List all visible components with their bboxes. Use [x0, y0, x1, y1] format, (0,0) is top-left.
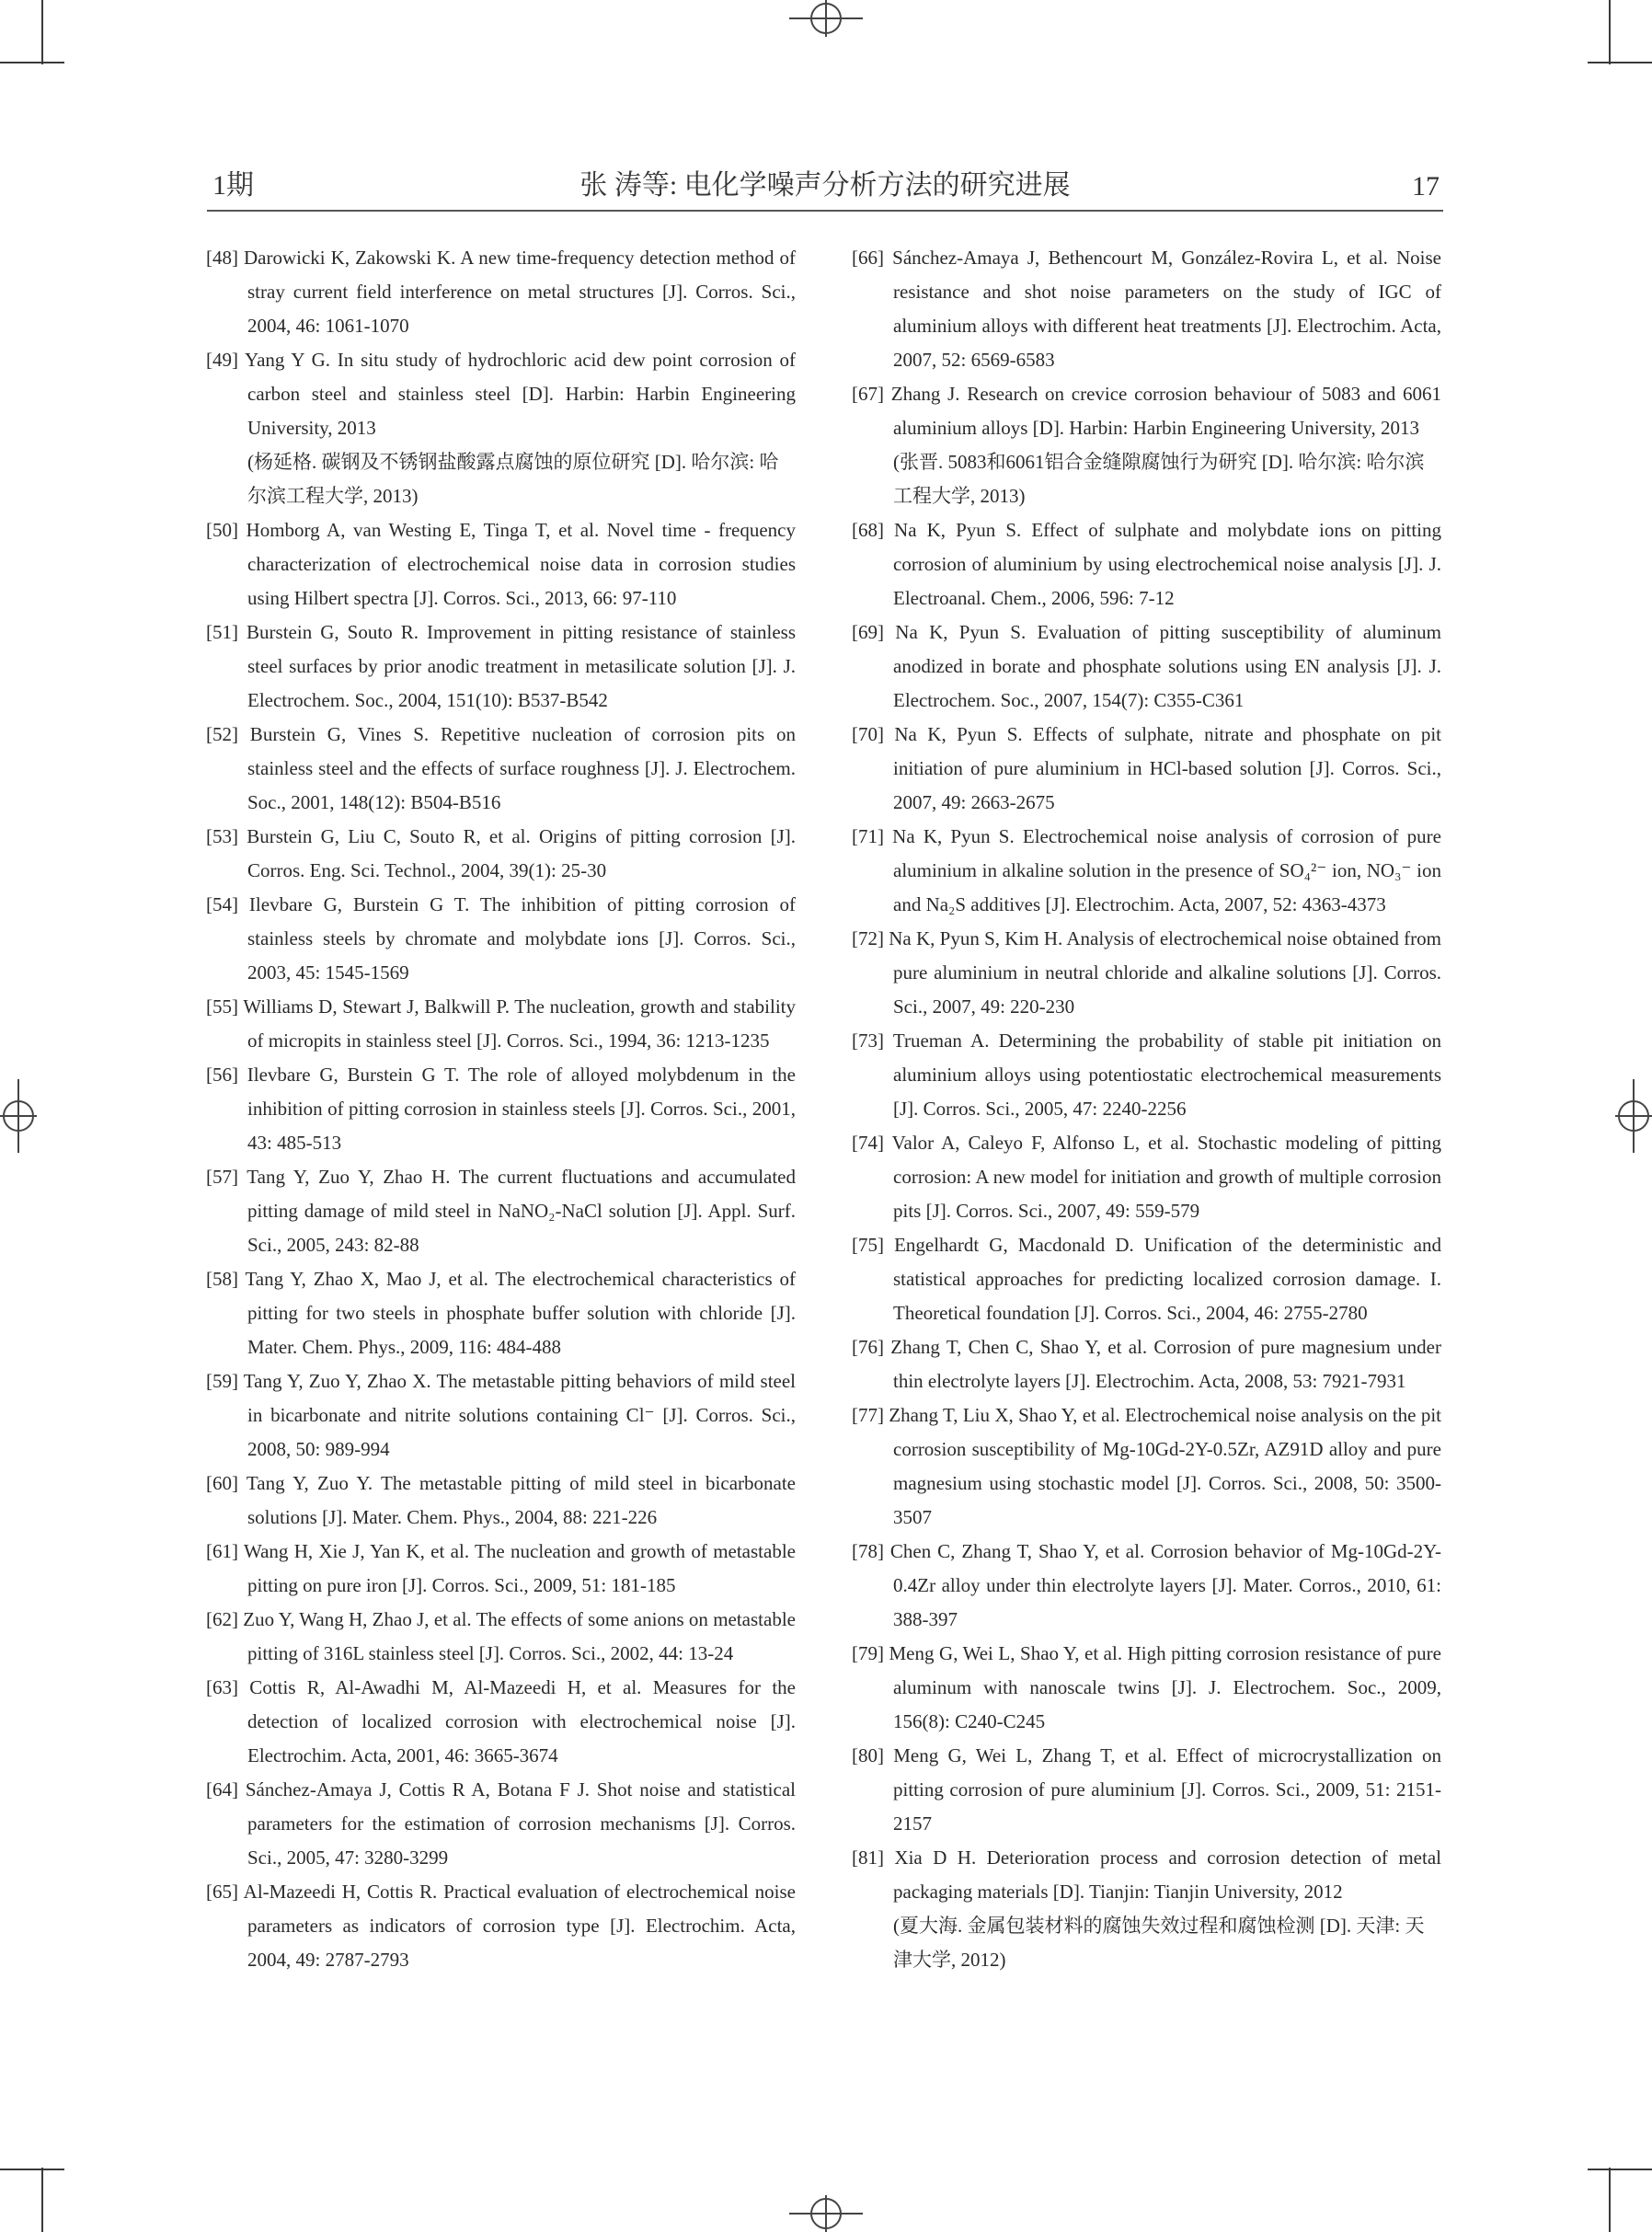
crop-mark: [41, 2168, 43, 2232]
reference-text: [71] Na K, Pyun S. Electrochemical noise analysis of corrosion of pure aluminium in alkaline solution in the presence of SO₄²⁻ ion, NO₃⁻ ion and Na₂S additives [J]. Electrochim. Acta, 2007, 52: 4363-4373: [852, 825, 1441, 915]
reference-entry: [852, 377, 1441, 513]
reference-entry: [852, 1330, 1441, 1398]
reference-text: [62] Zuo Y, Wang H, Zhao J, et al. The effects of some anions on metastable pitting of 316L stainless steel [J]. Corros. Sci., 2002, 44: 13-24: [206, 1608, 796, 1664]
reference-entry: [206, 1364, 796, 1467]
reference-entry: [206, 1160, 796, 1262]
registration-mark-icon: [0, 1079, 37, 1153]
reference-text: [59] Tang Y, Zuo Y, Zhao X. The metastable pitting behaviors of mild steel in bicarbonate and nitrite solutions containing Cl⁻ [J]. Corros. Sci., 2008, 50: 989-994: [206, 1370, 796, 1460]
reference-entry: [206, 241, 796, 343]
reference-text: [58] Tang Y, Zhao X, Mao J, et al. The electrochemical characteristics of pitting for two steels in phosphate buffer solution with chloride [J]. Mater. Chem. Phys., 2009, 116: 484-488: [206, 1268, 796, 1358]
reference-text: [77] Zhang T, Liu X, Shao Y, et al. Electrochemical noise analysis on the pit corrosion susceptibility of Mg-10Gd-2Y-0.5Zr, AZ91D alloy and pure magnesium using stochastic model [J]. Corros. Sci., 2008, 50: 3500-3507: [852, 1404, 1441, 1528]
reference-text: [65] Al-Mazeedi H, Cottis R. Practical evaluation of electrochemical noise parameters as indicators of corrosion type [J]. Electrochim. Acta, 2004, 49: 2787-2793: [206, 1881, 796, 1971]
reference-chinese-text: (夏大海. 金属包装材料的腐蚀失效过程和腐蚀检测 [D]. 天津: 天津大学, 2012): [893, 1915, 1425, 1971]
crop-mark: [41, 0, 43, 64]
running-header: [207, 164, 1443, 212]
reference-entry: [206, 1875, 796, 1977]
reference-entry: [206, 888, 796, 990]
reference-entry: [206, 343, 796, 513]
reference-text: [57] Tang Y, Zuo Y, Zhao H. The current fluctuations and accumulated pitting damage of mild steel in NaNO₂-NaCl solution [J]. Appl. Surf. Sci., 2005, 243: 82-88: [206, 1166, 796, 1256]
reference-entry: [206, 1467, 796, 1535]
reference-entry: [206, 1603, 796, 1671]
reference-entry: [206, 1262, 796, 1364]
crop-mark: [1609, 0, 1611, 64]
issue-number: 1期: [212, 170, 254, 201]
reference-text: [52] Burstein G, Vines S. Repetitive nucleation of corrosion pits on stainless steel and the effects of surface roughness [J]. J. Electrochem. Soc., 2001, 148(12): B504-B516: [206, 723, 796, 813]
reference-text: [67] Zhang J. Research on crevice corrosion behaviour of 5083 and 6061 aluminium alloys [D]. Harbin: Harbin Engineering University, 2013: [852, 383, 1441, 439]
reference-text: [50] Homborg A, van Westing E, Tinga T, et al. Novel time - frequency characterization of electrochemical noise data in corrosion studies using Hilbert spectra [J]. Corros. Sci., 2013, 66: 97-110: [206, 519, 796, 609]
reference-text: [75] Engelhardt G, Macdonald D. Unification of the deterministic and statistical approaches for predicting localized corrosion damage. I. Theoretical foundation [J]. Corros. Sci., 2004, 46: 2755-2780: [852, 1234, 1441, 1324]
reference-entry: [206, 718, 796, 820]
reference-entry: [206, 616, 796, 718]
reference-text: [68] Na K, Pyun S. Effect of sulphate and molybdate ions on pitting corrosion of aluminium by using electrochemical noise analysis [J]. J. Electroanal. Chem., 2006, 596: 7-12: [852, 519, 1441, 609]
crop-mark: [0, 2169, 64, 2170]
reference-text: [79] Meng G, Wei L, Shao Y, et al. High pitting corrosion resistance of pure aluminum with nanoscale twins [J]. J. Electrochem. Soc., 2009, 156(8): C240-C245: [852, 1642, 1441, 1732]
reference-text: [64] Sánchez-Amaya J, Cottis R A, Botana F J. Shot noise and statistical parameters for the estimation of corrosion mechanisms [J]. Corros. Sci., 2005, 47: 3280-3299: [206, 1778, 796, 1869]
running-title: 张 涛等: 电化学噪声分析方法的研究进展: [579, 170, 1071, 201]
reference-text: [76] Zhang T, Chen C, Shao Y, et al. Corrosion of pure magnesium under thin electrolyte layers [J]. Electrochim. Acta, 2008, 53: 7921-7931: [852, 1336, 1441, 1392]
reference-text: [72] Na K, Pyun S, Kim H. Analysis of electrochemical noise obtained from pure aluminium in neutral chloride and alkaline solutions [J]. Corros. Sci., 2007, 49: 220-230: [852, 927, 1441, 1018]
reference-text: [61] Wang H, Xie J, Yan K, et al. The nucleation and growth of metastable pitting on pure iron [J]. Corros. Sci., 2009, 51: 181-185: [206, 1540, 796, 1596]
reference-entry: [852, 1637, 1441, 1739]
reference-text: [49] Yang Y G. In situ study of hydrochloric acid dew point corrosion of carbon steel and stainless steel [D]. Harbin: Harbin Engineering University, 2013: [206, 349, 796, 439]
reference-entry: [852, 1126, 1441, 1228]
reference-text: [60] Tang Y, Zuo Y. The metastable pitting of mild steel in bicarbonate solutions [J]. Mater. Chem. Phys., 2004, 88: 221-226: [206, 1472, 796, 1528]
reference-text: [55] Williams D, Stewart J, Balkwill P. The nucleation, growth and stability of micropits in stainless steel [J]. Corros. Sci., 1994, 36: 1213-1235: [206, 995, 796, 1052]
reference-text: [54] Ilevbare G, Burstein G T. The inhibition of pitting corrosion of stainless steels by chromate and molybdate ions [J]. Corros. Sci., 2003, 45: 1545-1569: [206, 893, 796, 984]
reference-chinese-text: (张晋. 5083和6061铝合金缝隙腐蚀行为研究 [D]. 哈尔滨: 哈尔滨工程大学, 2013): [893, 451, 1425, 507]
reference-text: [73] Trueman A. Determining the probability of stable pit initiation on aluminium alloys using potentiostatic electrochemical measurements [J]. Corros. Sci., 2005, 47: 2240-2256: [852, 1030, 1441, 1120]
registration-mark-icon: [789, 2195, 863, 2232]
reference-text: [78] Chen C, Zhang T, Shao Y, et al. Corrosion behavior of Mg-10Gd-2Y-0.4Zr alloy under thin electrolyte layers [J]. Mater. Corros., 2010, 61: 388-397: [852, 1540, 1441, 1630]
reference-text: [70] Na K, Pyun S. Effects of sulphate, nitrate and phosphate on pit initiation of pure aluminium in HCl-based solution [J]. Corros. Sci., 2007, 49: 2663-2675: [852, 723, 1441, 813]
reference-entry: [206, 1671, 796, 1773]
reference-entry: [206, 513, 796, 616]
reference-entry: [852, 820, 1441, 922]
reference-entry: [852, 922, 1441, 1024]
reference-entry: [852, 1841, 1441, 1977]
crop-mark: [1609, 2168, 1611, 2232]
page-number: 17: [1412, 171, 1440, 201]
reference-entry: [852, 1024, 1441, 1126]
reference-entry: [852, 513, 1441, 616]
reference-entry: [206, 1535, 796, 1603]
reference-entry: [206, 990, 796, 1058]
crop-mark: [0, 62, 64, 63]
reference-text: [51] Burstein G, Souto R. Improvement in pitting resistance of stainless steel surfaces by prior anodic treatment in metasilicate solution [J]. J. Electrochem. Soc., 2004, 151(10): B537-B542: [206, 621, 796, 711]
reference-text: [80] Meng G, Wei L, Zhang T, et al. Effect of microcrystallization on pitting corrosion of pure aluminium [J]. Corros. Sci., 2009, 51: 2151-2157: [852, 1744, 1441, 1835]
reference-text: [56] Ilevbare G, Burstein G T. The role of alloyed molybdenum in the inhibition of pitting corrosion in stainless steels [J]. Corros. Sci., 2001, 43: 485-513: [206, 1064, 796, 1154]
reference-text: [69] Na K, Pyun S. Evaluation of pitting susceptibility of aluminum anodized in borate and phosphate solutions using EN analysis [J]. J. Electrochem. Soc., 2007, 154(7): C355-C361: [852, 621, 1441, 711]
reference-entry: [852, 718, 1441, 820]
reference-entry: [852, 1228, 1441, 1330]
reference-entry: [852, 1535, 1441, 1637]
reference-text: [74] Valor A, Caleyo F, Alfonso L, et al. Stochastic modeling of pitting corrosion: A new model for initiation and growth of multiple corrosion pits [J]. Corros. Sci., 2007, 49: 559-579: [852, 1132, 1441, 1222]
reference-entry: [206, 820, 796, 888]
reference-chinese-text: (杨延格. 碳钢及不锈钢盐酸露点腐蚀的原位研究 [D]. 哈尔滨: 哈尔滨工程大学, 2013): [247, 451, 779, 507]
crop-mark: [1588, 2169, 1652, 2170]
reference-text: [48] Darowicki K, Zakowski K. A new time-frequency detection method of stray current field interference on metal structures [J]. Corros. Sci., 2004, 46: 1061-1070: [206, 247, 796, 337]
reference-entry: [852, 616, 1441, 718]
reference-entry: [206, 1773, 796, 1875]
reference-text: [66] Sánchez-Amaya J, Bethencourt M, González-Rovira L, et al. Noise resistance and shot noise parameters on the study of IGC of aluminium alloys with different heat treatments [J]. Electrochim. Acta, 2007, 52: 6569-6583: [852, 247, 1441, 371]
registration-mark-icon: [789, 0, 863, 37]
references-right-column: [852, 241, 1441, 1977]
reference-entry: [206, 1058, 796, 1160]
reference-entry: [852, 241, 1441, 377]
references-left-column: [206, 241, 796, 1977]
reference-text: [81] Xia D H. Deterioration process and corrosion detection of metal packaging materials [D]. Tianjin: Tianjin University, 2012: [852, 1847, 1441, 1903]
reference-text: [63] Cottis R, Al-Awadhi M, Al-Mazeedi H, et al. Measures for the detection of localized corrosion with electrochemical noise [J]. Electrochim. Acta, 2001, 46: 3665-3674: [206, 1676, 796, 1766]
reference-entry: [852, 1739, 1441, 1841]
registration-mark-icon: [1615, 1079, 1652, 1153]
reference-text: [53] Burstein G, Liu C, Souto R, et al. Origins of pitting corrosion [J]. Corros. Eng. Sci. Technol., 2004, 39(1): 25-30: [206, 825, 796, 881]
reference-entry: [852, 1398, 1441, 1535]
crop-mark: [1588, 62, 1652, 63]
